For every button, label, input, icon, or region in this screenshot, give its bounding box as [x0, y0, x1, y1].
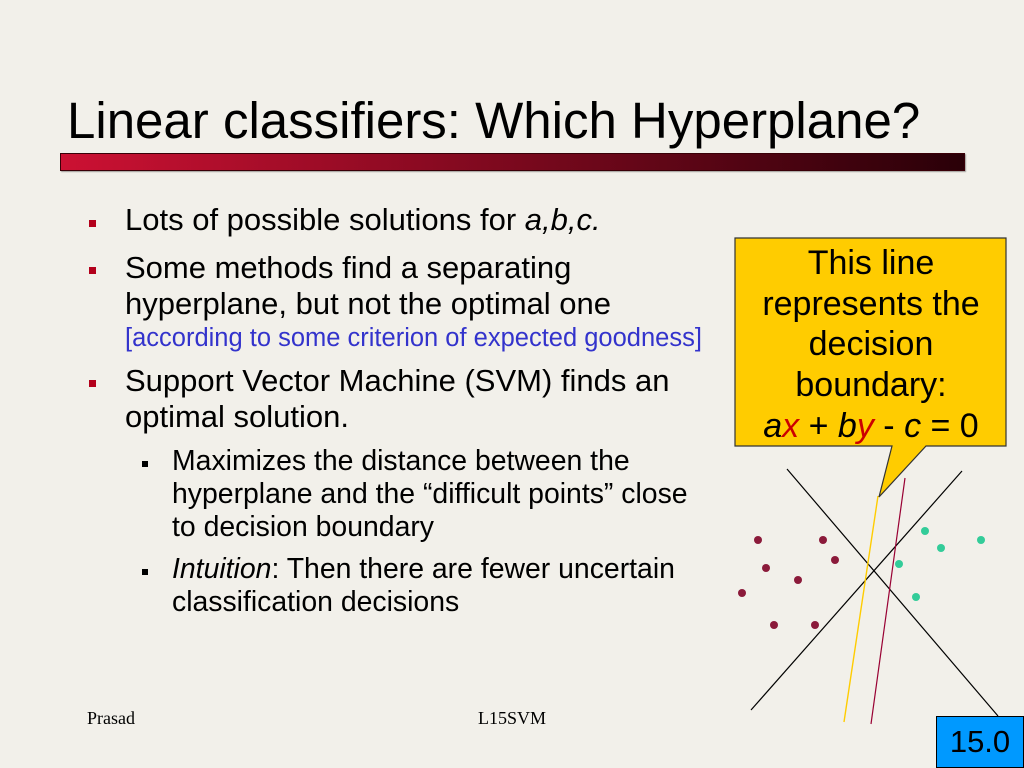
footer-author: Prasad	[87, 708, 135, 728]
separating-line-black	[751, 471, 962, 710]
class-a-point	[819, 536, 827, 544]
callout-line: This line	[807, 244, 935, 282]
sub-bullet-item	[172, 445, 688, 544]
footer-deck-id: L15SVM	[478, 708, 547, 728]
sub-bullet-text-line	[172, 553, 675, 586]
bullet-marker	[89, 380, 96, 387]
equation-operator-minus: -	[873, 406, 905, 445]
equation-variable-y: y	[856, 406, 874, 445]
callout-line: boundary:	[795, 366, 947, 405]
class-a-point	[754, 536, 762, 544]
class-a-point	[831, 556, 839, 564]
class-b-point	[937, 544, 945, 552]
class-a-point	[738, 589, 746, 597]
equation-equals-zero: = 0	[921, 406, 979, 445]
bullet-text-emphasis: a,b,c.	[524, 202, 601, 237]
class-b-point	[912, 593, 920, 601]
sub-bullet-marker	[142, 569, 148, 575]
equation-variable-x: x	[782, 406, 800, 445]
callout-line: decision	[808, 325, 934, 364]
callout-line: represents the	[762, 284, 980, 323]
class-b-point	[977, 536, 985, 544]
equation-constant-c: c	[904, 406, 922, 445]
candidate-hyperplane-yellow	[844, 496, 878, 722]
bullet-text	[125, 202, 601, 238]
equation-coefficient-a: a	[763, 406, 783, 445]
sub-bullet-text-line: to decision boundary	[172, 511, 435, 543]
class-b-point	[921, 527, 929, 535]
bullet-text-line: hyperplane, but not the optimal one	[125, 286, 612, 321]
bullet-item	[125, 363, 669, 435]
equation-coefficient-b: b	[837, 406, 857, 445]
sub-bullet-text-line: hyperplane and the “difficult points” close	[172, 478, 688, 510]
sub-bullet-emphasis: Intuition	[172, 553, 272, 585]
page-number-box	[936, 716, 1024, 768]
bullet-item	[125, 250, 702, 354]
bullet-marker	[89, 220, 96, 227]
class-a-point	[762, 564, 770, 572]
class-a-point	[770, 621, 778, 629]
separating-line-black	[787, 469, 998, 716]
bullet-text-line: Some methods find a separating	[125, 250, 572, 285]
sub-bullet-item	[172, 553, 675, 619]
sub-bullet-marker	[142, 461, 148, 467]
bullet-text-plain: Lots of possible solutions for	[125, 202, 525, 237]
decision-boundary-equation	[736, 406, 1006, 447]
criterion-note: [according to some criterion of expected goodness]	[125, 324, 702, 352]
class-a-point	[811, 621, 819, 629]
bullet-item	[125, 202, 601, 238]
sub-bullet-text-plain: : Then there are fewer uncertain	[271, 553, 675, 585]
callout-text	[736, 243, 1006, 447]
page-number: 15.0	[949, 724, 1011, 759]
bullet-marker	[89, 267, 96, 274]
slide-title: Linear classifiers: Which Hyperplane?	[67, 92, 921, 149]
class-b-point	[895, 560, 903, 568]
sub-bullet-text-line: classification decisions	[172, 586, 460, 618]
bullet-text-line: Support Vector Machine (SVM) finds an	[125, 363, 670, 398]
sub-bullet-text-line: Maximizes the distance between the	[172, 445, 630, 477]
bullet-text-line: optimal solution.	[125, 399, 350, 434]
equation-operator-plus: +	[799, 406, 838, 445]
class-a-point	[794, 576, 802, 584]
